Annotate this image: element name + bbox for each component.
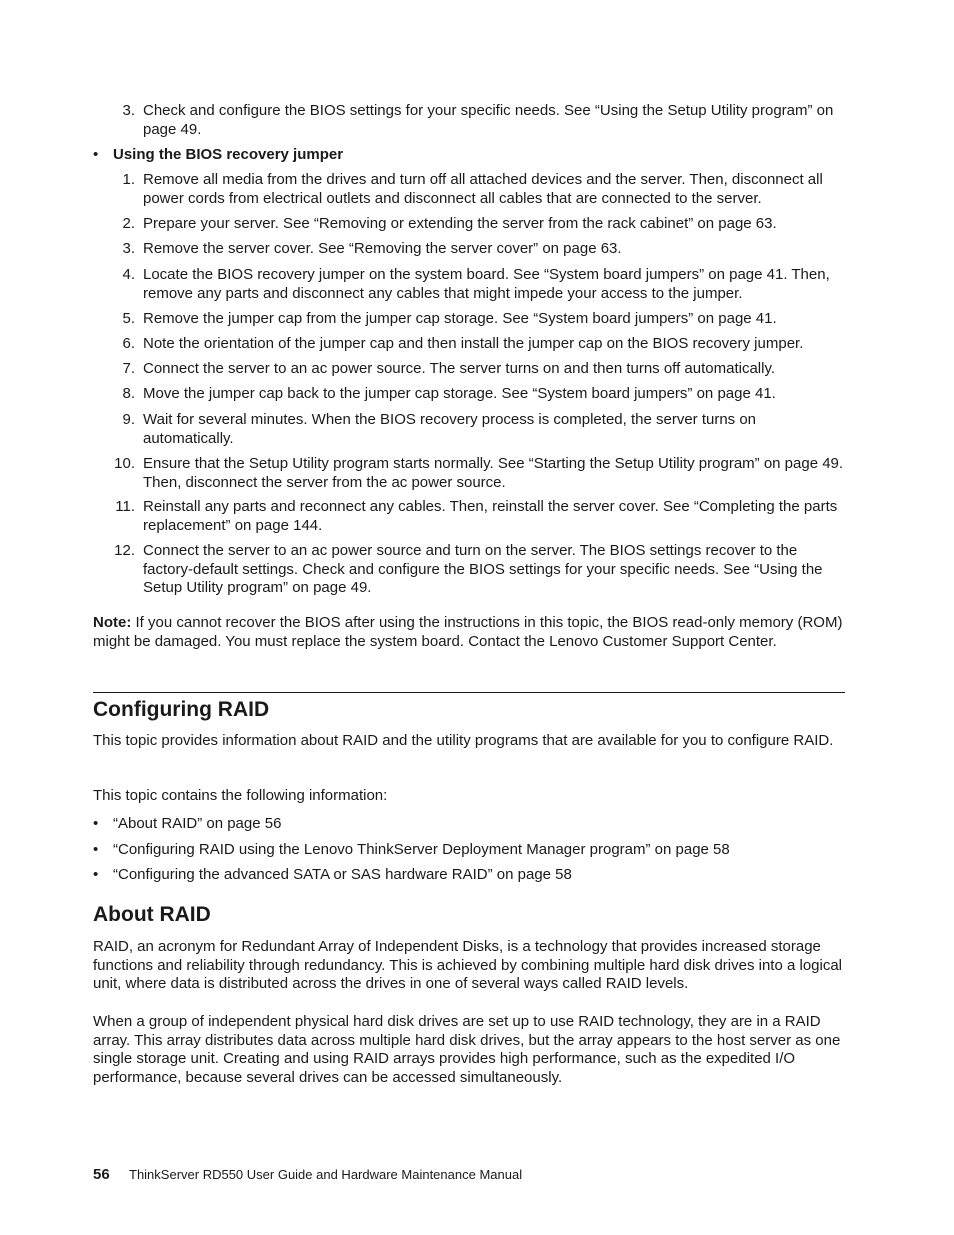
step-number: 11. xyxy=(115,498,135,515)
link-configuring-advanced-raid[interactable]: “Configuring the advanced SATA or SAS hardware RAID” on page 58 xyxy=(113,866,572,883)
step-text: Locate the BIOS recovery jumper on the system board. See “System board jumpers” on page 41. Then, remove any parts and disconnect any cables that might impede your access to the jumper. xyxy=(143,266,830,302)
section-heading-about-raid: About RAID xyxy=(93,903,211,926)
note-text: If you cannot recover the BIOS after using the instructions in this topic, the BIOS read-only memory (ROM) might be damaged. You must replace the system board. Contact the Lenovo Customer Support Center. xyxy=(93,614,843,650)
configuring-contains: This topic contains the following information: xyxy=(93,787,388,804)
step-number: 6. xyxy=(122,335,135,352)
step-number: 7. xyxy=(122,360,135,377)
note-paragraph xyxy=(93,614,845,651)
step-text: Prepare your server. See “Removing or extending the server from the rack cabinet” on page 63. xyxy=(143,215,777,232)
recovery-bullet-label: Using the BIOS recovery jumper xyxy=(113,146,344,163)
step-number: 3. xyxy=(122,102,135,119)
bullet-icon: • xyxy=(93,866,99,883)
step-text: Move the jumper cap back to the jumper cap storage. See “System board jumpers” on page 41. xyxy=(143,385,776,402)
step-text: Connect the server to an ac power source. The server turns on and then turns off automatically. xyxy=(143,360,776,377)
step-number: 5. xyxy=(122,310,135,327)
step-text: Reinstall any parts and reconnect any cables. Then, reinstall the server cover. See “Completing the parts replacement” on page 144. xyxy=(143,498,838,534)
step-number: 9. xyxy=(122,411,135,428)
section-heading-configuring-raid: Configuring RAID xyxy=(93,698,270,721)
step-number: 4. xyxy=(122,266,135,283)
footer-title: ThinkServer RD550 User Guide and Hardware Maintenance Manual xyxy=(129,1167,523,1182)
step-text: Remove the server cover. See “Removing the server cover” on page 63. xyxy=(143,240,622,257)
about-paragraph-1: RAID, an acronym for Redundant Array of Independent Disks, is a technology that provides increased storage functions and reliability through redundancy. This is achieved by combining multiple hard disk drives into a logical unit, where data is distributed across the drives in one of several ways called RAID levels. xyxy=(93,938,843,992)
configuring-intro: This topic provides information about RAID and the utility programs that are available for you to configure RAID. xyxy=(93,732,834,749)
link-configuring-raid-deployment-manager[interactable]: “Configuring RAID using the Lenovo ThinkServer Deployment Manager program” on page 58 xyxy=(113,841,730,858)
bullet-icon: • xyxy=(93,146,99,163)
step-number: 8. xyxy=(122,385,135,402)
step-text: Note the orientation of the jumper cap and then install the jumper cap on the BIOS recovery jumper. xyxy=(143,335,804,352)
step-number: 3. xyxy=(122,240,135,257)
step-text: Remove all media from the drives and turn off all attached devices and the server. Then, disconnect all power cords from electrical outlets and disconnect all cables that are connected to the server. xyxy=(143,171,823,207)
step-number: 10. xyxy=(114,455,135,472)
step-text: Wait for several minutes. When the BIOS recovery process is completed, the server turns on automatically. xyxy=(143,411,757,447)
bullet-icon: • xyxy=(93,841,99,858)
step-text: Remove the jumper cap from the jumper cap storage. See “System board jumpers” on page 41. xyxy=(143,310,777,327)
bullet-icon: • xyxy=(93,815,99,832)
step-number: 12. xyxy=(114,542,135,559)
step-text: Connect the server to an ac power source and turn on the server. The BIOS settings recover to the factory-default settings. Check and configure the BIOS settings for your specific needs. See “Using the Setup Utility program” on page 49. xyxy=(143,542,823,596)
step-number: 1. xyxy=(122,171,135,188)
step-text: Ensure that the Setup Utility program starts normally. See “Starting the Setup Utility program” on page 49. Then, disconnect the server from the ac power source. xyxy=(143,455,844,491)
link-about-raid[interactable]: “About RAID” on page 56 xyxy=(113,815,282,832)
step-number: 2. xyxy=(122,215,135,232)
note-label: Note: xyxy=(93,614,132,631)
about-paragraph-2: When a group of independent physical hard disk drives are set up to use RAID technology, they are in a RAID array. This array distributes data across multiple hard disk drives, but the array appears to the host server as one single storage unit. Creating and using RAID arrays provides high performance, such as the expedited I/O performance, because several drives can be accessed simultaneously. xyxy=(93,1013,841,1086)
section-divider xyxy=(93,692,845,693)
page-number: 56 xyxy=(93,1166,110,1183)
step-text: Check and configure the BIOS settings for your specific needs. See “Using the Setup Utility program” on page 49. xyxy=(143,102,834,138)
